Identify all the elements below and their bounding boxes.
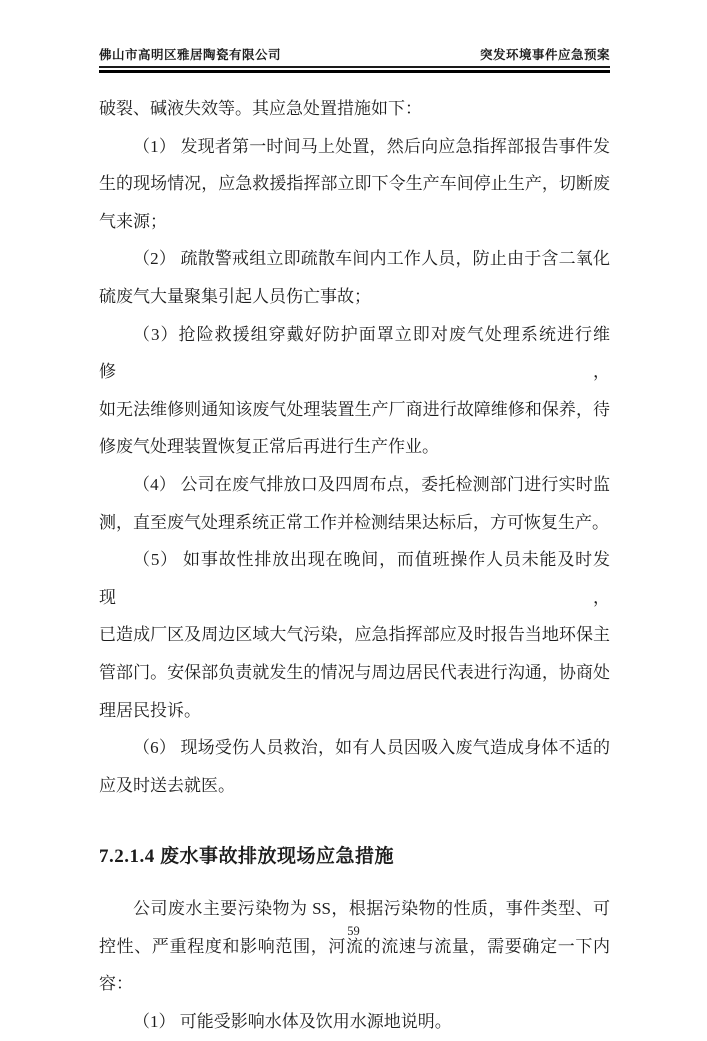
page-header: [99, 45, 610, 73]
page-footer: [0, 924, 707, 939]
paragraph: [99, 466, 610, 541]
paragraph: [99, 729, 610, 804]
paragraph: [99, 1003, 610, 1041]
text-line: 理居民投诉。: [99, 700, 201, 720]
text-line: （1） 发现者第一时间马上处置，然后向应急指挥部报告事件发: [133, 136, 610, 156]
text-line: 硫废气大量聚集引起人员伤亡事故；: [99, 286, 371, 306]
header-document-title: 突发环境事件应急预案: [479, 48, 610, 62]
text-line: 管部门。安保部负责就发生的情况与周边居民代表进行沟通，协商处: [99, 662, 610, 682]
paragraph: [99, 541, 610, 729]
text-line: 公司废水主要污染物为 SS，根据污染物的性质，事件类型、可: [133, 899, 610, 919]
text-line: 测，直至废气处理系统正常工作并检测结果达标后，方可恢复生产。: [99, 512, 609, 532]
paragraph: [99, 240, 610, 315]
text-line: 修废气处理装置恢复正常后再进行生产作业。: [99, 437, 439, 457]
paragraph: [99, 316, 610, 466]
text-line: （3）抢险救援组穿戴好防护面罩立即对废气处理系统进行维修，: [99, 324, 610, 382]
text-line: （6） 现场受伤人员救治，如有人员因吸入废气造成身体不适的: [133, 738, 610, 758]
paragraph: [99, 128, 610, 241]
header-rule-thick: [99, 70, 610, 74]
text-line: （2） 疏散警戒组立即疏散车间内工作人员，防止由于含二氧化: [133, 249, 610, 269]
text-line: （4） 公司在废气排放口及四周布点，委托检测部门进行实时监: [133, 474, 610, 494]
header-company-name: 佛山市高明区雅居陶瓷有限公司: [99, 48, 282, 62]
text-line: 应及时送去就医。: [99, 775, 235, 795]
text-line: （5） 如事故性排放出现在晚间，而值班操作人员未能及时发现，: [99, 550, 610, 607]
section-heading: 7.2.1.4 废水事故排放现场应急措施: [99, 846, 395, 868]
text-line: （1） 可能受影响水体及饮用水源地说明。: [133, 1012, 452, 1032]
header-rule-thin: [99, 66, 610, 68]
text-line: 已造成厂区及周边区域大气污染，应急指挥部应及时报告当地环保主: [99, 625, 610, 645]
text-line: 生的现场情况，应急救援指挥部立即下令生产车间停止生产，切断废: [99, 174, 610, 194]
paragraph: [99, 90, 610, 128]
header-row: [99, 45, 610, 63]
document-body: [99, 90, 610, 1041]
text-line: 控性、严重程度和影响范围，河流的流速与流量，需要确定一下内容：: [99, 936, 610, 994]
text-line: 气来源；: [99, 211, 167, 231]
text-line: 如无法维修则通知该废气处理装置生产厂商进行故障维修和保养，待: [99, 399, 610, 419]
paragraph: [99, 890, 610, 1003]
page-number: 59: [347, 924, 360, 938]
text-line: 破裂、碱液失效等。其应急处置措施如下：: [99, 99, 422, 118]
